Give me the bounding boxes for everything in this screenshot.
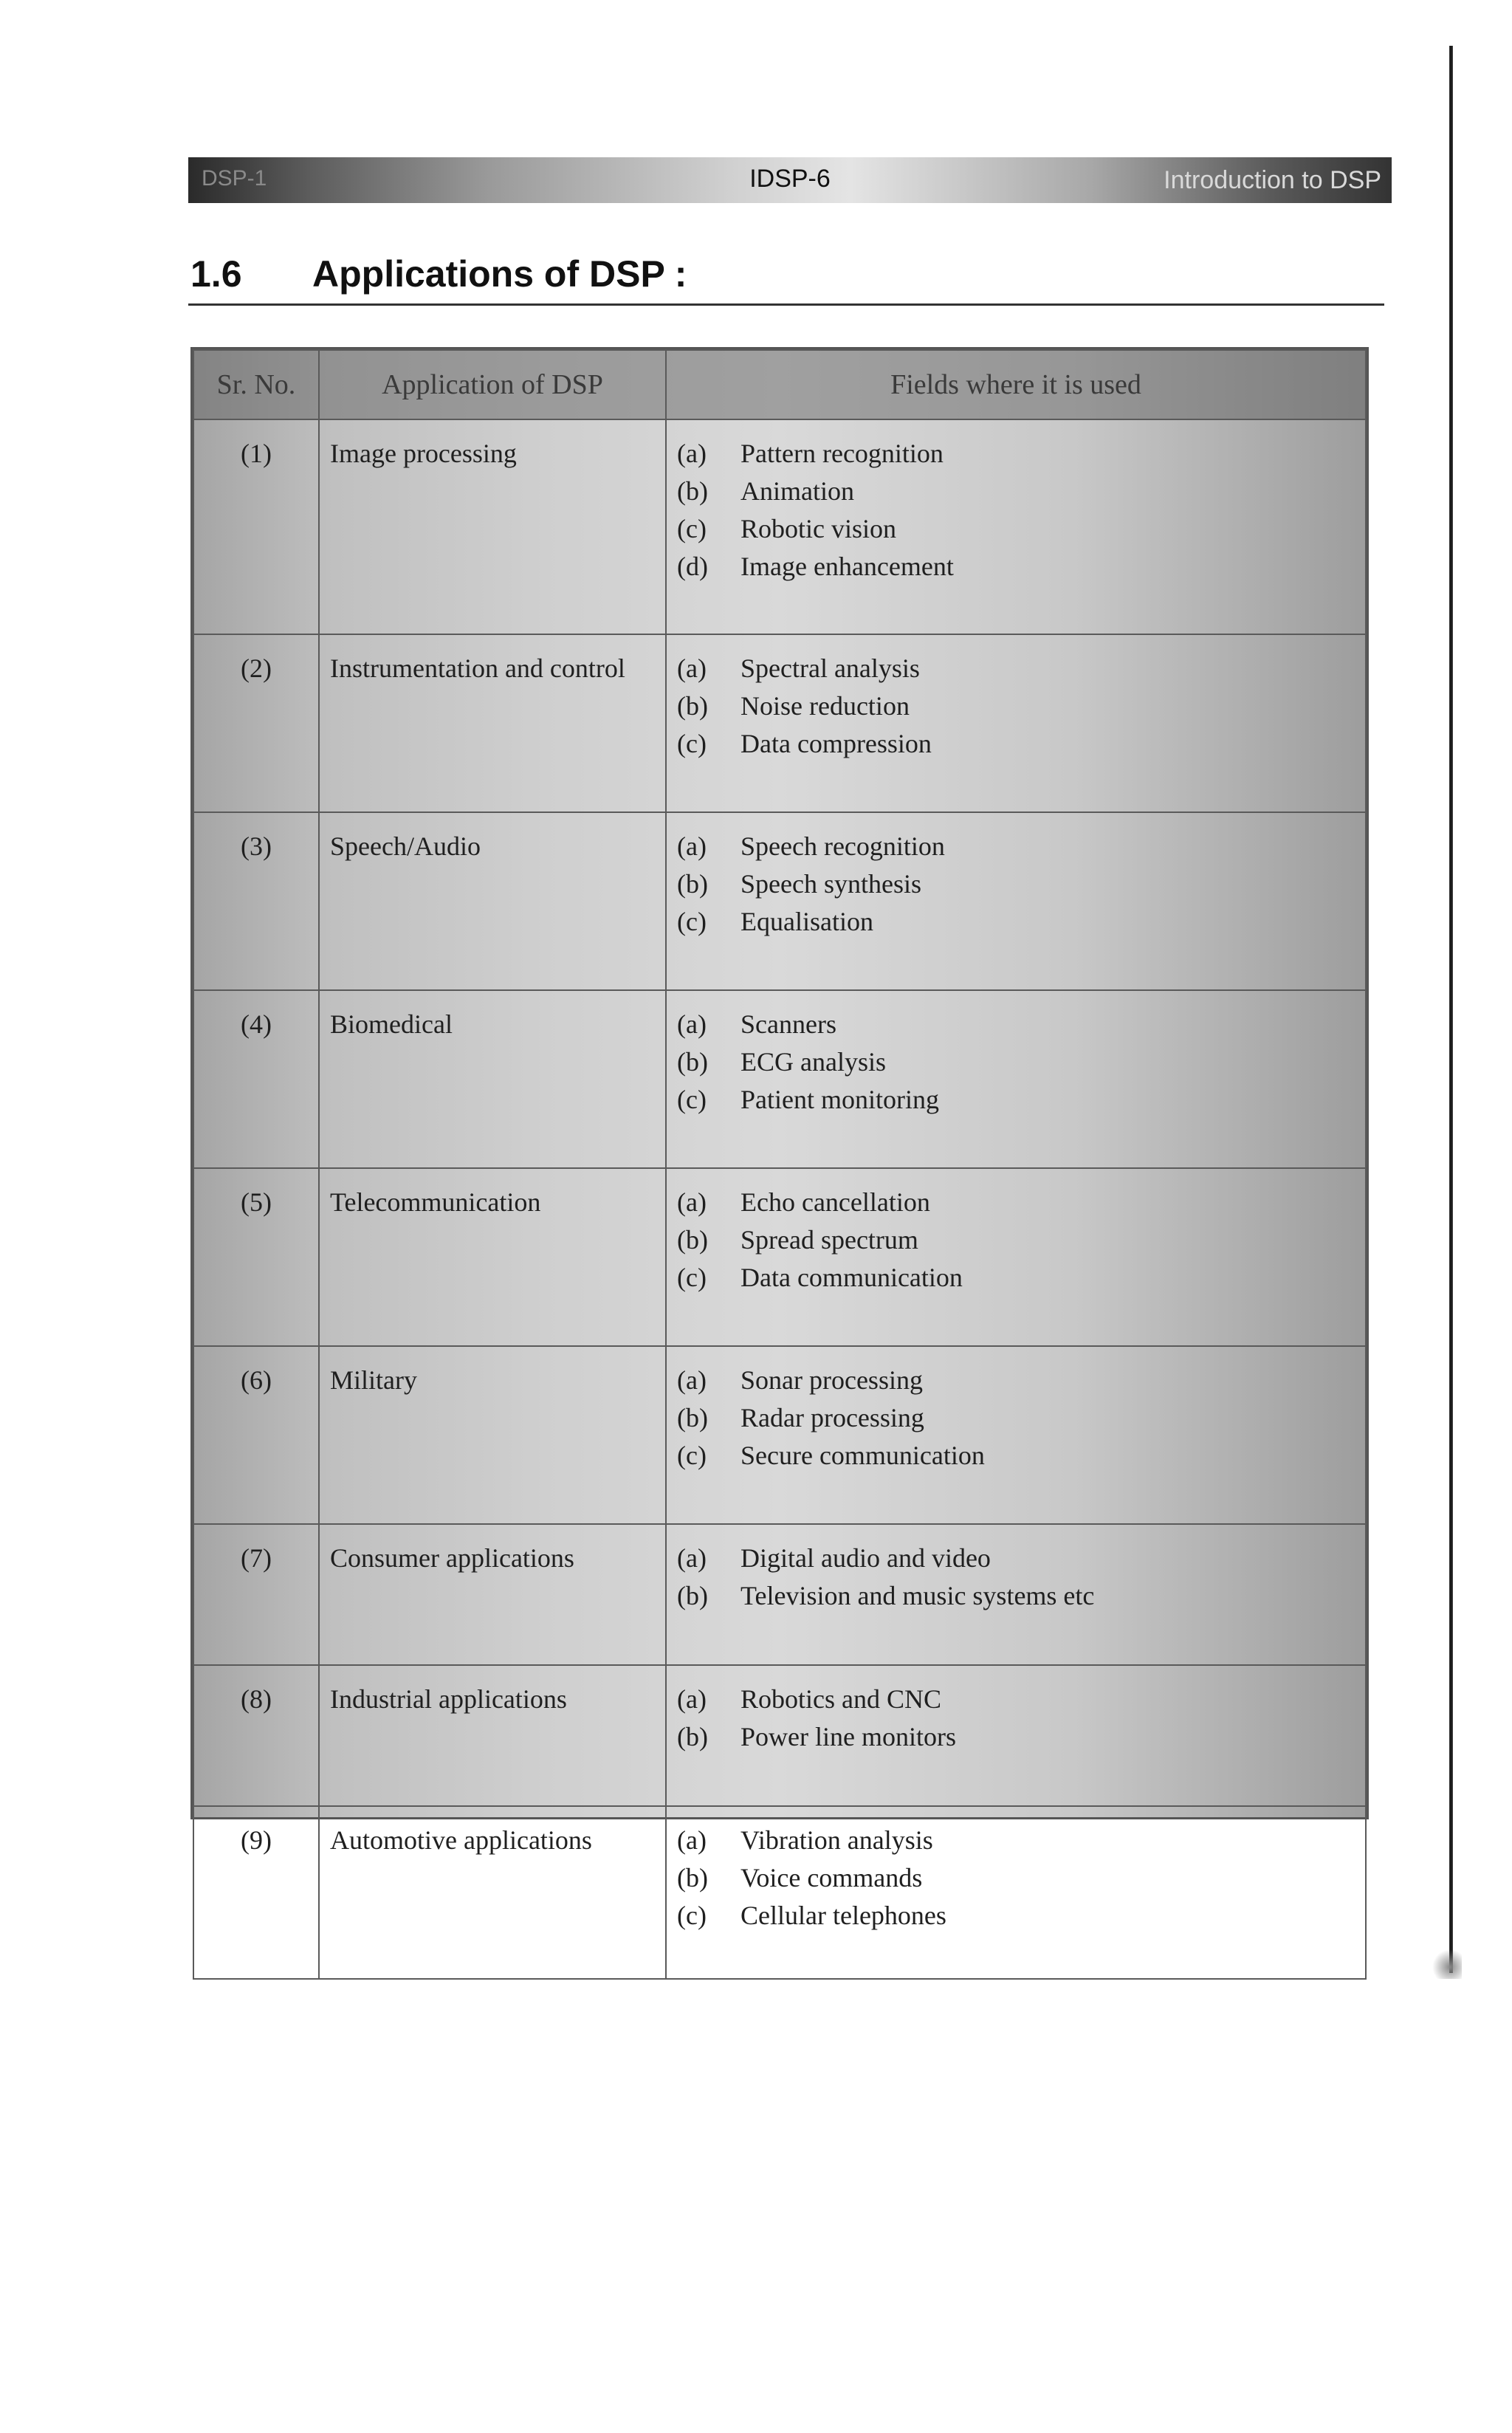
field-item-label: (b) [677,1403,708,1432]
field-item-label: (a) [677,1187,707,1217]
field-item-text: Scanners [740,1009,836,1039]
field-item-text: Digital audio and video [740,1543,991,1573]
field-item-text: Equalisation [740,907,873,936]
page-edge-smudge [1432,1949,1462,1979]
field-item-text: Cellular telephones [740,1901,946,1930]
field-item-text: Radar processing [740,1403,924,1432]
field-item-text: Spectral analysis [740,653,920,683]
field-list-item [677,1540,1355,1577]
field-item-label: (c) [677,1441,707,1470]
field-list-item [677,1897,1355,1935]
field-item-label: (a) [677,1009,707,1039]
header-chapter-title: Introduction to DSP [1164,166,1381,194]
application-cell: Instrumentation and control [319,634,666,812]
field-list-item [677,1681,1355,1718]
field-item-label: (a) [677,1684,707,1714]
field-item-text: Pattern recognition [740,439,944,468]
field-list-item [677,1259,1355,1297]
fields-cell [666,1524,1366,1665]
field-list-item [677,725,1355,763]
field-list-item [677,1859,1355,1897]
field-list-item [677,650,1355,687]
field-item-label: (c) [677,1085,707,1114]
field-item-text: Data compression [740,729,932,758]
field-item-label: (a) [677,1825,707,1855]
field-item-text: Speech synthesis [740,869,921,899]
sr-no-cell: (8) [193,1665,319,1806]
column-header-fields: Fields where it is used [666,350,1366,419]
field-item-label: (b) [677,1581,708,1610]
field-item-label: (a) [677,653,707,683]
table-row [193,1168,1366,1346]
field-item-text: Voice commands [740,1863,923,1892]
table-row [193,1346,1366,1524]
table-row [193,1524,1366,1665]
header-page-number: IDSP-6 [749,165,831,193]
field-list-item [677,473,1355,510]
section-title: Applications of DSP : [312,253,687,295]
field-list-item [677,548,1355,586]
header-left-text: DSP-1 [202,166,267,191]
field-list-item [677,903,1355,941]
application-cell: Biomedical [319,990,666,1168]
application-cell: Automotive applications [319,1806,666,1979]
application-cell: Consumer applications [319,1524,666,1665]
field-item-text: Noise reduction [740,691,910,721]
field-list-item [677,687,1355,725]
field-item-text: Speech recognition [740,831,945,861]
sr-no-cell: (5) [193,1168,319,1346]
field-list-item [677,865,1355,903]
application-cell: Military [319,1346,666,1524]
field-item-label: (d) [677,552,708,581]
fields-cell [666,634,1366,812]
field-item-text: Animation [740,476,854,506]
field-list-item [677,1081,1355,1119]
table-row [193,634,1366,812]
field-item-text: ECG analysis [740,1047,886,1077]
running-header [188,157,1392,203]
column-header-sr-no: Sr. No. [193,350,319,419]
field-item-label: (c) [677,907,707,936]
field-list-item [677,1006,1355,1043]
field-item-label: (a) [677,831,707,861]
sr-no-cell: (9) [193,1806,319,1979]
fields-cell [666,1806,1366,1979]
sr-no-cell: (2) [193,634,319,812]
field-item-text: Television and music systems etc [740,1581,1095,1610]
applications-table [190,347,1369,1930]
field-item-text: Spread spectrum [740,1225,918,1255]
field-item-text: Data communication [740,1263,963,1292]
field-list-item [677,1822,1355,1859]
field-item-label: (a) [677,1543,707,1573]
fields-cell [666,812,1366,990]
sr-no-cell: (7) [193,1524,319,1665]
field-item-label: (b) [677,476,708,506]
field-item-text: Vibration analysis [740,1825,933,1855]
field-item-label: (a) [677,439,707,468]
field-list-item [677,1437,1355,1475]
field-item-label: (b) [677,1047,708,1077]
sr-no-cell: (3) [193,812,319,990]
fields-cell [666,419,1366,634]
field-item-label: (c) [677,1901,707,1930]
field-item-label: (c) [677,1263,707,1292]
field-item-label: (b) [677,1722,708,1751]
field-item-text: Echo cancellation [740,1187,930,1217]
field-item-label: (b) [677,691,708,721]
field-list-item [677,1577,1355,1615]
section-number: 1.6 [190,253,242,295]
sr-no-cell: (6) [193,1346,319,1524]
field-item-label: (b) [677,1863,708,1892]
fields-cell [666,1665,1366,1806]
heading-underline [188,303,1384,306]
field-item-text: Patient monitoring [740,1085,939,1114]
field-item-label: (b) [677,1225,708,1255]
column-header-application: Application of DSP [319,350,666,419]
application-cell: Industrial applications [319,1665,666,1806]
fields-cell [666,990,1366,1168]
field-item-label: (c) [677,729,707,758]
field-item-text: Image enhancement [740,552,954,581]
field-list-item [677,510,1355,548]
field-list-item [677,435,1355,473]
table-row [193,990,1366,1168]
table-row [193,1665,1366,1806]
field-item-text: Power line monitors [740,1722,956,1751]
field-list-item [677,1399,1355,1437]
field-list-item [677,1362,1355,1399]
field-list-item [677,1043,1355,1081]
table-row [193,1806,1366,1979]
applications-table-grid [193,349,1367,1980]
field-item-text: Robotics and CNC [740,1684,942,1714]
fields-cell [666,1346,1366,1524]
field-item-text: Sonar processing [740,1365,923,1395]
application-cell: Speech/Audio [319,812,666,990]
sr-no-cell: (1) [193,419,319,634]
page-edge-rule [1449,46,1453,1973]
section-heading [190,253,1386,295]
field-item-text: Secure communication [740,1441,985,1470]
table-row [193,419,1366,634]
field-list-item [677,1184,1355,1221]
application-cell: Telecommunication [319,1168,666,1346]
field-list-item [677,1718,1355,1756]
sr-no-cell: (4) [193,990,319,1168]
table-header-row [193,350,1366,419]
field-item-label: (b) [677,869,708,899]
field-list-item [677,1221,1355,1259]
field-list-item [677,828,1355,865]
field-item-label: (a) [677,1365,707,1395]
table-row [193,812,1366,990]
application-cell: Image processing [319,419,666,634]
fields-cell [666,1168,1366,1346]
field-item-text: Robotic vision [740,514,897,543]
field-item-label: (c) [677,514,707,543]
